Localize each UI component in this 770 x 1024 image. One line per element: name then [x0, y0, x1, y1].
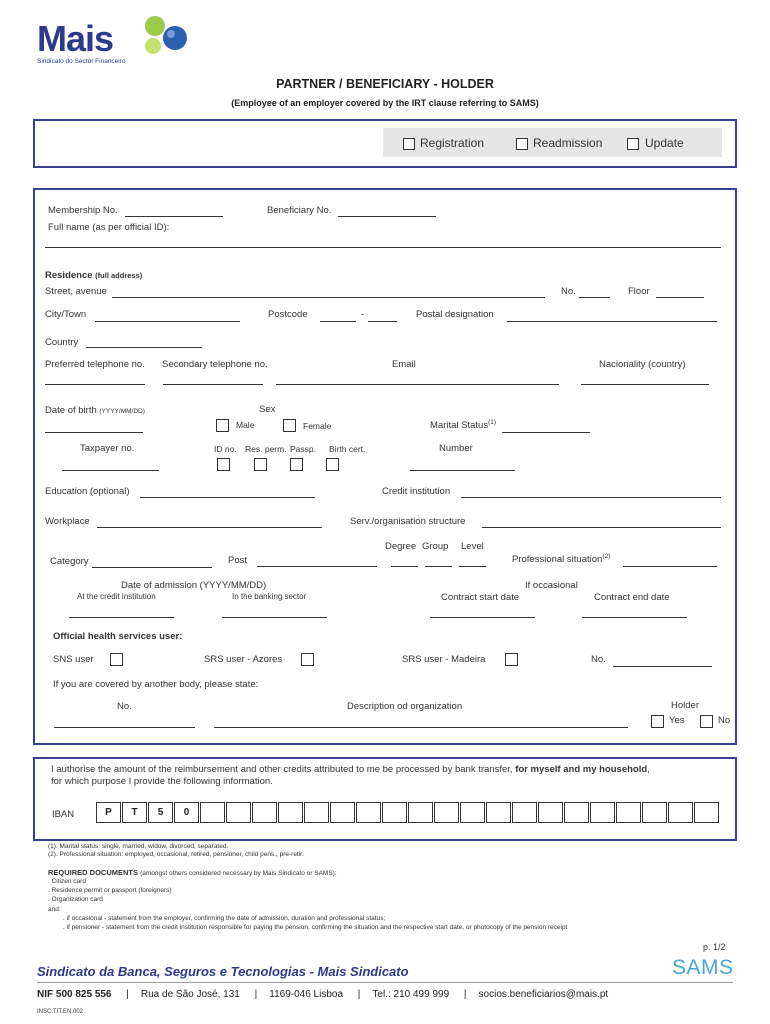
house-no-label: No. — [561, 286, 576, 297]
iban-cell-empty[interactable] — [538, 802, 563, 823]
postcode-field-2[interactable] — [368, 321, 397, 322]
at-credit-field[interactable] — [69, 617, 174, 618]
membership-field[interactable] — [125, 216, 223, 217]
holder-yes-label: Yes — [669, 715, 685, 726]
note-2: (2). Professional situation: employed, occasional, retired, pensioner, child pens., pre-retir. — [48, 851, 304, 858]
holder-no-checkbox[interactable] — [700, 715, 713, 728]
degree-field[interactable] — [391, 566, 418, 567]
number-field[interactable] — [410, 470, 515, 471]
nationality-label: Nacionality (country) — [599, 359, 686, 370]
iban-cell: T — [122, 802, 147, 823]
residence-label: Residence (full address) — [45, 270, 143, 281]
iban-cell-empty[interactable] — [252, 802, 277, 823]
doc-3: . Organization card — [48, 896, 103, 903]
prof-sit-label: Professional situation$^{(2)}$ — [512, 553, 611, 566]
iban-cell-empty[interactable] — [486, 802, 511, 823]
desc-org-label: Description od organization — [347, 701, 463, 712]
iban-cell-empty[interactable] — [356, 802, 381, 823]
doc-4: . if occasional - statement from the employer, confirming the date of admission, duration and professional status; — [63, 915, 386, 922]
iban-cell-empty[interactable] — [408, 802, 433, 823]
birth-cert-checkbox[interactable] — [326, 458, 339, 471]
taxpayer-label: Taxpayer no. — [80, 443, 135, 454]
post-field[interactable] — [257, 566, 377, 567]
postal-label: Postal designation — [416, 309, 494, 320]
street-field[interactable] — [112, 297, 545, 298]
page-number: p. 1/2 — [703, 942, 726, 952]
marital-field[interactable] — [502, 432, 590, 433]
contract-end-field[interactable] — [582, 617, 687, 618]
female-label: Female — [303, 421, 332, 431]
iban-cell-empty[interactable] — [434, 802, 459, 823]
credit-label: Credit institution — [382, 486, 451, 497]
postcode-label: Postcode — [268, 309, 308, 320]
number-label: Number — [439, 443, 473, 454]
iban-cell-empty[interactable] — [590, 802, 615, 823]
contract-start-label: Contract start date — [441, 592, 520, 603]
note-1: (1). Marital status: single, married, widow, divorced, separated. — [48, 843, 229, 850]
iban-cell-empty[interactable] — [694, 802, 719, 823]
iban-cell-empty[interactable] — [382, 802, 407, 823]
other-body-label: If you are covered by another body, please state: — [53, 679, 259, 690]
registration-checkbox[interactable] — [403, 138, 415, 150]
serv-field[interactable] — [482, 527, 721, 528]
required-docs-title: REQUIRED DOCUMENTS (amongst others considered necessary by Mais Sindicato or SAMS): — [48, 868, 337, 877]
female-checkbox[interactable] — [283, 419, 296, 432]
form-code: INSC.TIT.EN.002 — [37, 1009, 84, 1015]
workplace-field[interactable] — [97, 527, 322, 528]
education-label: Education (optional) — [45, 486, 130, 497]
other-no-label: No. — [117, 701, 132, 712]
group-field[interactable] — [425, 566, 452, 567]
union-name: Sindicato da Banca, Seguros e Tecnologias - Mais Sindicato — [37, 964, 409, 979]
credit-field[interactable] — [461, 497, 721, 498]
desc-org-field[interactable] — [214, 727, 628, 728]
doc-1: . Citizen card — [48, 878, 86, 885]
if-occ-label: If occasional — [525, 580, 578, 591]
beneficiary-field[interactable] — [338, 216, 436, 217]
iban-cell-empty[interactable] — [564, 802, 589, 823]
health-label: Official health services user: — [53, 631, 183, 642]
male-checkbox[interactable] — [216, 419, 229, 432]
floor-label: Floor — [628, 286, 650, 297]
sns-checkbox[interactable] — [110, 653, 123, 666]
fullname-label: Full name (as per official ID): — [48, 222, 170, 233]
health-no-field[interactable] — [613, 666, 712, 667]
passp-label: Passp. — [290, 444, 316, 454]
country-label: Country — [45, 337, 79, 348]
iban-cell-empty[interactable] — [512, 802, 537, 823]
male-label: Male — [236, 420, 255, 430]
pref-tel-label: Preferred telephone no. — [45, 359, 145, 370]
logo-text: Mais — [37, 18, 114, 59]
iban-cell-empty[interactable] — [642, 802, 667, 823]
sec-tel-label: Secondary telephone no. — [162, 359, 268, 370]
update-label: Update — [645, 136, 684, 150]
holder-label: Holder — [671, 700, 699, 711]
at-credit-label: At the credit institution — [77, 592, 156, 601]
iban-cell-empty[interactable] — [226, 802, 251, 823]
iban-cell-empty[interactable] — [200, 802, 225, 823]
beneficiary-label: Beneficiary No. — [267, 205, 332, 216]
membership-label: Membership No. — [48, 205, 118, 216]
iban-label: IBAN — [52, 809, 75, 820]
in-banking-field[interactable] — [222, 617, 327, 618]
iban-cell-empty[interactable] — [616, 802, 641, 823]
readmission-label: Readmission — [533, 136, 603, 150]
doc-and: and: — [48, 906, 61, 913]
bank-text-1: I authorise the amount of the reimbursement and other credits attributed to me be processed by bank transfer, for myself and my household, — [51, 764, 650, 775]
holder-yes-checkbox[interactable] — [651, 715, 664, 728]
page-title: PARTNER / BENEFICIARY - HOLDER — [276, 77, 494, 91]
admission-label: Date of admission (YYYY/MM/DD) — [121, 580, 267, 591]
srs-md-label: SRS user - Madeira — [402, 654, 486, 665]
group-label: Group — [422, 541, 449, 552]
degree-label: Degree — [385, 541, 417, 552]
readmission-checkbox[interactable] — [516, 138, 528, 150]
level-field[interactable] — [459, 566, 486, 567]
id-no-checkbox[interactable] — [217, 458, 230, 471]
registration-label: Registration — [420, 136, 485, 150]
iban-cell-empty[interactable] — [304, 802, 329, 823]
postal-field[interactable] — [507, 321, 717, 322]
iban-cell-empty[interactable] — [330, 802, 355, 823]
sec-tel-field[interactable] — [163, 384, 263, 385]
logo-subtitle: Sindicato do Sector Financeiro — [37, 58, 126, 65]
education-field[interactable] — [140, 497, 315, 498]
postcode-dash: - — [361, 309, 365, 320]
postcode-field-1[interactable] — [320, 321, 356, 322]
sns-label: SNS user — [53, 654, 94, 665]
iban-cell: P — [96, 802, 121, 823]
footer-contacts: NIF 500 825 556 | Rua de São José, 131 | 1169-046 Lisboa | Tel.: 210 499 999 | socios.beneficiarios@mais.pt — [37, 989, 609, 1000]
other-no-field[interactable] — [54, 727, 195, 728]
birth-cert-label: Birth cert. — [329, 444, 366, 454]
workplace-label: Workplace — [45, 516, 90, 527]
post-label: Post — [228, 555, 248, 566]
city-field[interactable] — [95, 321, 240, 322]
id-no-label: ID no. — [214, 444, 237, 454]
nationality-field[interactable] — [581, 384, 709, 385]
marital-label: Marital Status$^{(1)}$ — [430, 419, 497, 432]
doc-5: . if pensioner - statement from the credit institution responsible for paying the pension, confirming the situation and the respective start date, or photocopy of the pension receipt — [63, 924, 568, 931]
email-field[interactable] — [276, 384, 559, 385]
contract-end-label: Contract end date — [594, 592, 670, 603]
contract-start-field[interactable] — [430, 617, 535, 618]
health-no-label: No. — [591, 654, 606, 665]
house-no-field[interactable] — [579, 297, 610, 298]
level-label: Level — [461, 541, 484, 552]
holder-no-label: No — [718, 715, 731, 726]
country-field[interactable] — [86, 347, 202, 348]
iban-field[interactable] — [96, 802, 726, 824]
serv-label: Serv./organisation structure — [350, 516, 466, 527]
in-banking-label: In the banking sector — [232, 592, 307, 601]
footer-divider — [37, 982, 733, 983]
fullname-field[interactable] — [45, 247, 721, 248]
city-label: City/Town — [45, 309, 87, 320]
passp-checkbox[interactable] — [290, 458, 303, 471]
logo-spheres-icon — [141, 14, 193, 60]
prof-sit-field[interactable] — [623, 566, 717, 567]
srs-az-checkbox[interactable] — [301, 653, 314, 666]
sex-label: Sex — [259, 404, 276, 415]
street-label: Street, avenue — [45, 286, 107, 297]
dob-label: Date of birth (YYYY/MM/DD) — [45, 405, 145, 416]
iban-cell: 0 — [174, 802, 199, 823]
dob-field[interactable] — [45, 432, 143, 433]
floor-field[interactable] — [656, 297, 704, 298]
category-field[interactable] — [92, 567, 212, 568]
iban-cell: 5 — [148, 802, 173, 823]
bank-text-2: for which purpose I provide the following information. — [51, 776, 273, 787]
iban-cell-empty[interactable] — [668, 802, 693, 823]
page-subtitle: (Employee of an employer covered by the IRT clause referring to SAMS) — [231, 98, 539, 108]
iban-cell-empty[interactable] — [460, 802, 485, 823]
sams-logo: SAMS — [672, 956, 734, 979]
res-perm-checkbox[interactable] — [254, 458, 267, 471]
email-label: Email — [392, 359, 416, 370]
pref-tel-field[interactable] — [45, 384, 145, 385]
update-checkbox[interactable] — [627, 138, 639, 150]
doc-2: . Residence permit or passport (foreigners) — [48, 887, 172, 894]
res-perm-label: Res. perm. — [245, 444, 287, 454]
taxpayer-field[interactable] — [62, 470, 159, 471]
category-label: Category — [50, 556, 89, 567]
srs-az-label: SRS user - Azores — [204, 654, 283, 665]
srs-md-checkbox[interactable] — [505, 653, 518, 666]
logo — [37, 18, 192, 68]
iban-cell-empty[interactable] — [278, 802, 303, 823]
